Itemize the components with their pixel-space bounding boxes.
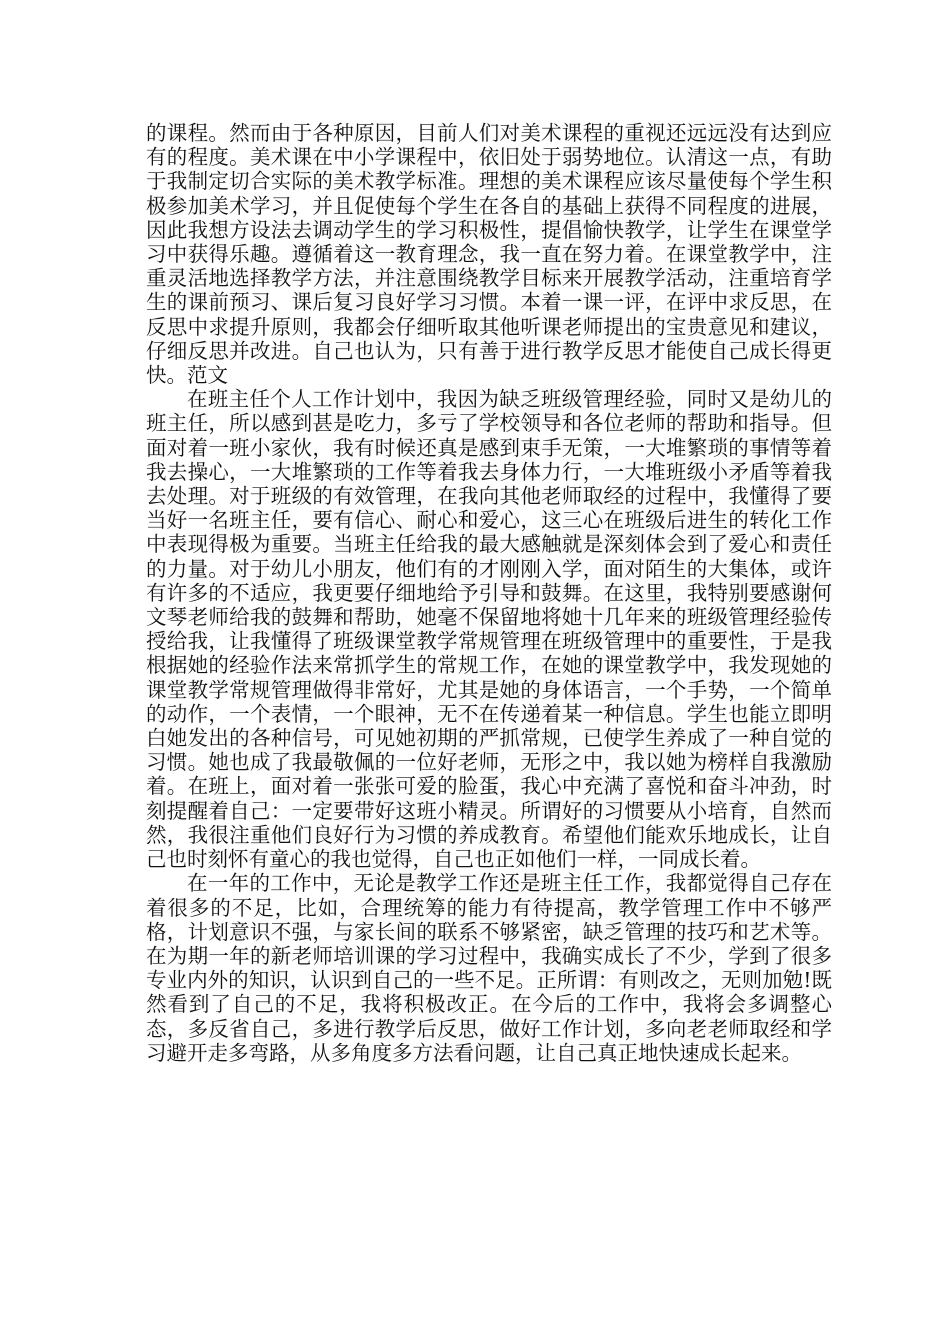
paragraph-1: 的课程。然而由于各种原因，目前人们对美术课程的重视还远远没有达到应有的程度。美术课在中小学课程中，依旧处于弱势地位。认清这一点，有助于我制定切合实际的美术教学标准。理想的美术课程应该尽量使每个学生积极参加美术学习，并且促使每个学生在各自的基础上获得不同程度的进展，因此我想方设法去调动学生的学习积极性，提倡愉快教学，让学生在课堂学习中获得乐趣。遵循着这一教育理念，我一直在努力着。在课堂教学中，注重灵活地选择教学方法，并注意围绕教学目标来开展教学活动，注重培育学生的课前预习、课后复习良好学习习惯。本着一课一评，在评中求反思，在反思中求提升原则，我都会仔细听取其他听课老师提出的宝贵意见和建议，仔细反思并改进。自己也认为，只有善于进行教学反思才能使自己成长得更快。范文 <box>146 121 832 388</box>
document-page <box>146 121 832 1065</box>
paragraph-3: 在一年的工作中，无论是教学工作还是班主任工作，我都觉得自己存在着很多的不足，比如，合理统筹的能力有待提高，教学管理工作中不够严格，计划意识不强，与家长间的联系不够紧密，缺乏管理的技巧和艺术等。在为期一年的新老师培训课的学习过程中，我确实成长了不少，学到了很多专业内外的知识，认识到自己的一些不足。正所谓：有则改之，无则加勉!既然看到了自己的不足，我将积极改正。在今后的工作中，我将会多调整心态，多反省自己，多进行教学后反思，做好工作计划，多向老老师取经和学习避开走多弯路，从多角度多方法看问题，让自己真正地快速成长起来。 <box>146 871 832 1065</box>
paragraph-2: 在班主任个人工作计划中，我因为缺乏班级管理经验，同时又是幼儿的班主任，所以感到甚是吃力，多亏了学校领导和各位老师的帮助和指导。但面对着一班小家伙，我有时候还真是感到束手无策，一大堆繁琐的事情等着我去操心，一大堆繁琐的工作等着我去身体力行，一大堆班级小矛盾等着我去处理。对于班级的有效管理，在我向其他老师取经的过程中，我懂得了要当好一名班主任，要有信心、耐心和爱心，这三心在班级后进生的转化工作中表现得极为重要。当班主任给我的最大感触就是深刻体会到了爱心和责任的力量。对于幼儿小朋友，他们有的才刚刚入学，面对陌生的大集体，或许有许多的不适应，我更要仔细地给予引导和鼓舞。在这里，我特别要感谢何文琴老师给我的鼓舞和帮助，她毫不保留地将她十几年来的班级管理经验传授给我，让我懂得了班级课堂教学常规管理在班级管理中的重要性，于是我根据她的经验作法来常抓学生的常规工作，在她的课堂教学中，我发现她的课堂教学常规管理做得非常好，尤其是她的身体语言，一个手势，一个简单的动作，一个表情，一个眼神，无不在传递着某一种信息。学生也能立即明白她发出的各种信号，可见她初期的严抓常规，已使学生养成了一种自觉的习惯。她也成了我最敬佩的一位好老师，无形之中，我以她为榜样自我激励着。在班上，面对着一张张可爱的脸蛋，我心中充满了喜悦和奋斗冲劲，时刻提醒着自己：一定要带好这班小精灵。所谓好的习惯要从小培育，自然而然，我很注重他们良好行为习惯的养成教育。希望他们能欢乐地成长，让自己也时刻怀有童心的我也觉得，自己也正如他们一样，一同成长着。 <box>146 387 832 872</box>
